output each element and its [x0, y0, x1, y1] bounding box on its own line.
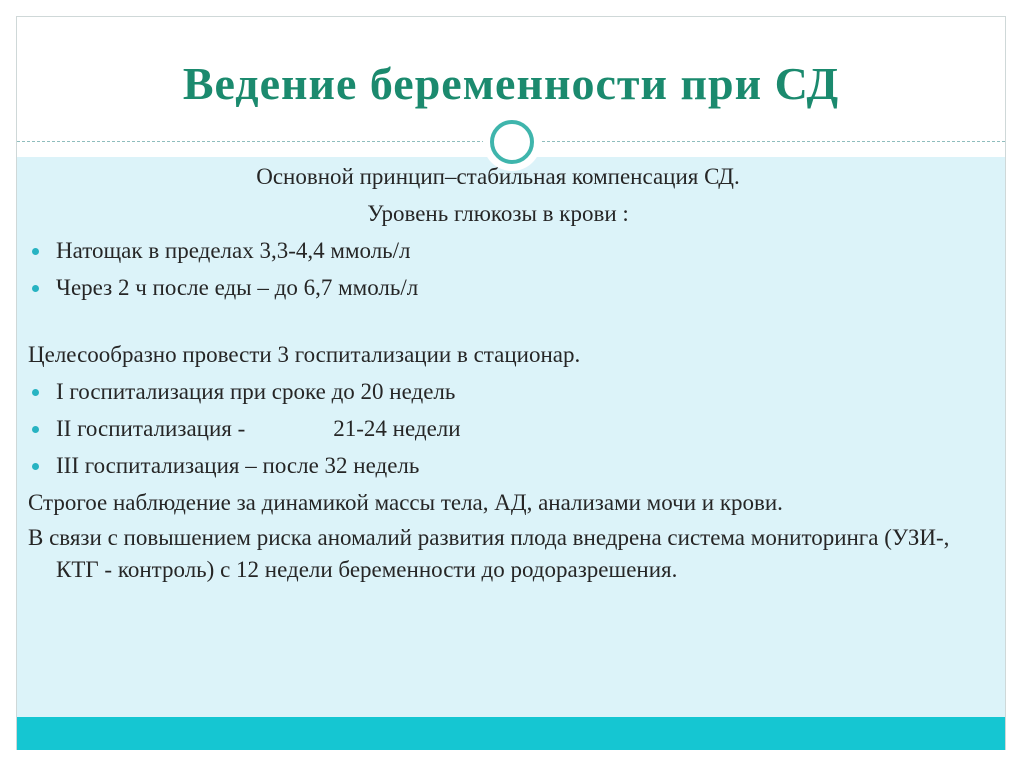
hospital-item-1	[28, 373, 968, 410]
bullet-dot-icon	[32, 463, 39, 470]
hospital-item-label: III госпитализация – после 32 недель	[56, 453, 420, 478]
intro-line-1: Основной принцип–стабильная компенсация СД.	[256, 164, 740, 189]
glucose-item-text: Натощак в пределах 3,3-4,4 ммоль/л	[56, 238, 411, 263]
bullet-dot-icon	[32, 389, 39, 396]
spacer	[28, 306, 968, 336]
bullet-dot-icon	[32, 285, 39, 292]
glucose-item-after-meal	[28, 269, 968, 306]
hospital-item-label: II госпитализация -	[56, 416, 246, 441]
glucose-item-fasting	[28, 232, 968, 269]
hospital-item-2	[28, 410, 968, 447]
hospital-item-3	[28, 447, 968, 484]
hospital-intro: Целесообразно провести 3 госпитализации в стационар.	[28, 342, 581, 367]
glucose-item-text: Через 2 ч после еды – до 6,7 ммоль/л	[56, 275, 419, 300]
hospital-item-label: I госпитализация при сроке до 20 недель	[56, 379, 456, 404]
slide-title: Ведение беременности при СД	[182, 58, 840, 109]
hospital-item-value: 21-24 недели	[333, 416, 461, 441]
monitoring-paragraph-2: В связи с повышением риска аномалий развития плода внедрена система мониторинга (УЗИ-, КТГ - контроль) с 12 недели беременности до родоразрешения.	[28, 525, 950, 582]
bullet-dot-icon	[32, 248, 39, 255]
bullet-dot-icon	[32, 426, 39, 433]
intro-line-2: Уровень глюкозы в крови :	[367, 201, 629, 226]
bottom-accent-bar	[17, 717, 1005, 750]
slide-body	[28, 158, 968, 586]
monitoring-paragraph-1: Строгое наблюдение за динамикой массы тела, АД, анализами мочи и крови.	[28, 490, 783, 515]
